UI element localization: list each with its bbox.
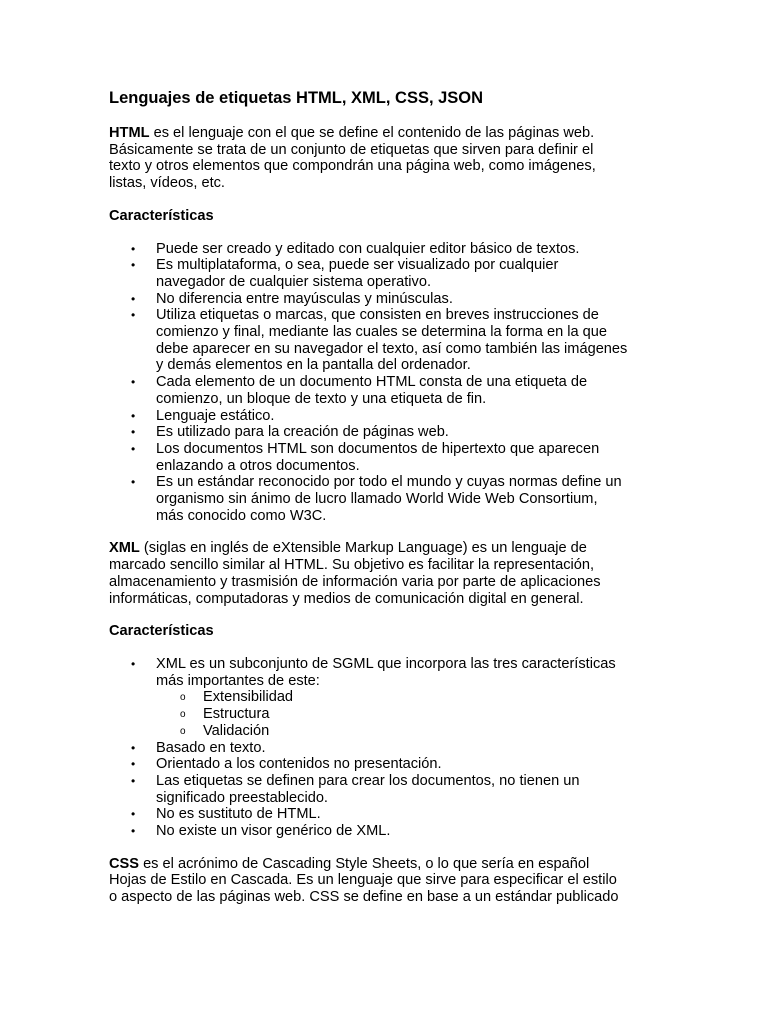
list-item-line: significado preestablecido. bbox=[156, 789, 328, 806]
list-item bbox=[109, 823, 669, 840]
xml-term: XML bbox=[109, 540, 140, 557]
list-item-line: Es un estándar reconocido por todo el mundo y cuyas normas define un bbox=[156, 474, 622, 491]
bullet-icon: • bbox=[131, 408, 136, 423]
list-item bbox=[109, 257, 669, 290]
sub-list-item-label: Extensibilidad bbox=[203, 689, 294, 706]
css-section bbox=[109, 856, 669, 906]
bullet-icon: • bbox=[131, 441, 136, 456]
html-section bbox=[109, 125, 669, 524]
list-item-line: Basado en texto. bbox=[156, 739, 266, 756]
list-item-line: más conocido como W3C. bbox=[156, 507, 327, 524]
bullet-icon: • bbox=[131, 757, 136, 772]
html-intro-line: es el lenguaje con el que se define el contenido de las páginas web. bbox=[149, 125, 595, 141]
list-item-line: comienzo, un bloque de texto y una etiqueta de fin. bbox=[156, 390, 487, 407]
sub-list-item bbox=[156, 723, 669, 740]
xml-characteristics-heading: Características bbox=[109, 623, 214, 640]
sub-bullet-icon: o bbox=[180, 692, 186, 704]
list-item-line: Lenguaje estático. bbox=[156, 407, 275, 424]
html-characteristics-list bbox=[109, 241, 669, 525]
list-item-line: No diferencia entre mayúsculas y minúsculas. bbox=[156, 290, 453, 307]
list-item-line: Las etiquetas se definen para crear los documentos, no tienen un bbox=[156, 772, 580, 789]
sub-list-item bbox=[156, 689, 669, 706]
html-intro-line: listas, vídeos, etc. bbox=[109, 175, 225, 192]
bullet-icon: • bbox=[131, 475, 136, 490]
css-intro-line: Hojas de Estilo en Cascada. Es un lenguaje que sirve para especificar el estilo bbox=[109, 872, 617, 889]
list-item-line: organismo sin ánimo de lucro llamado World Wide Web Consortium, bbox=[156, 491, 598, 508]
list-item-line: navegador de cualquier sistema operativo. bbox=[156, 273, 432, 290]
sub-bullet-icon: o bbox=[180, 725, 186, 737]
list-item-line: Los documentos HTML son documentos de hipertexto que aparecen bbox=[156, 440, 600, 457]
xml-intro-line: (siglas en inglés de eXtensible Markup Language) es un lenguaje de bbox=[139, 540, 587, 557]
html-intro-line: texto y otros elementos que compondrán una página web, como imágenes, bbox=[109, 158, 596, 175]
list-item-line: Es multiplataforma, o sea, puede ser visualizado por cualquier bbox=[156, 257, 559, 274]
list-item-line: comienzo y final, mediante las cuales se determina la forma en la que bbox=[156, 324, 608, 341]
xml-intro-line: almacenamiento y trasmisión de información varia por parte de aplicaciones bbox=[109, 573, 601, 590]
list-item bbox=[109, 424, 669, 441]
list-item bbox=[109, 474, 669, 524]
sub-list-item-label: Validación bbox=[203, 722, 270, 739]
bullet-icon: • bbox=[131, 824, 136, 839]
list-item bbox=[109, 374, 669, 407]
list-item bbox=[109, 241, 669, 258]
list-item-line: enlazando a otros documentos. bbox=[156, 457, 360, 474]
list-item-line: Cada elemento de un documento HTML consta de una etiqueta de bbox=[156, 374, 588, 391]
html-intro bbox=[109, 125, 669, 192]
xml-intro-line: marcado sencillo similar al HTML. Su objetivo es facilitar la representación, bbox=[109, 557, 595, 574]
list-item bbox=[109, 740, 669, 757]
sub-list-item bbox=[156, 706, 669, 723]
list-item bbox=[109, 656, 669, 740]
bullet-icon: • bbox=[131, 291, 136, 306]
list-item bbox=[109, 307, 669, 374]
bullet-icon: • bbox=[131, 740, 136, 755]
list-item-line: No existe un visor genérico de XML. bbox=[156, 823, 391, 840]
bullet-icon: • bbox=[131, 773, 136, 788]
xml-intro-line: informáticas, computadoras y medios de comunicación digital en general. bbox=[109, 590, 584, 607]
list-item-line: y demás elementos en la pantalla del ordenador. bbox=[156, 357, 471, 374]
xml-section bbox=[109, 540, 669, 839]
css-intro-line: o aspecto de las páginas web. CSS se define en base a un estándar publicado bbox=[109, 889, 619, 906]
sub-list-item-label: Estructura bbox=[203, 706, 270, 723]
bullet-icon: • bbox=[131, 241, 136, 256]
list-item bbox=[109, 291, 669, 308]
list-item bbox=[109, 441, 669, 474]
list-item-line: Es utilizado para la creación de páginas web. bbox=[156, 424, 449, 441]
document-title: Lenguajes de etiquetas HTML, XML, CSS, JSON bbox=[109, 89, 484, 107]
bullet-icon: • bbox=[131, 807, 136, 822]
list-item bbox=[109, 756, 669, 773]
css-term: CSS bbox=[109, 855, 140, 872]
bullet-icon: • bbox=[131, 656, 136, 671]
xml-characteristics-list bbox=[109, 656, 669, 840]
bullet-icon: • bbox=[131, 375, 136, 390]
list-item-line: debe aparecer en su navegador el texto, así como también las imágenes bbox=[156, 340, 628, 357]
bullet-icon: • bbox=[131, 258, 136, 273]
list-item bbox=[109, 408, 669, 425]
bullet-icon: • bbox=[131, 308, 136, 323]
html-characteristics-heading: Características bbox=[109, 207, 214, 224]
list-item-line: más importantes de este: bbox=[156, 672, 320, 689]
document-content bbox=[109, 88, 669, 906]
list-item-line: Orientado a los contenidos no presentación. bbox=[156, 756, 442, 773]
css-intro-line: es el acrónimo de Cascading Style Sheets, o lo que sería en español bbox=[139, 855, 590, 872]
list-item-line: Utiliza etiquetas o marcas, que consisten en breves instrucciones de bbox=[156, 307, 599, 324]
html-intro-line: Básicamente se trata de un conjunto de etiquetas que sirven para definir el bbox=[109, 141, 594, 158]
list-item-line: Puede ser creado y editado con cualquier editor básico de textos. bbox=[156, 240, 580, 257]
list-item bbox=[109, 773, 669, 806]
list-item-line: No es sustituto de HTML. bbox=[156, 806, 321, 823]
xml-sub-list bbox=[156, 689, 669, 739]
sub-bullet-icon: o bbox=[180, 709, 186, 721]
list-item-line: XML es un subconjunto de SGML que incorpora las tres características bbox=[156, 655, 616, 672]
html-term: HTML bbox=[109, 125, 150, 141]
bullet-icon: • bbox=[131, 425, 136, 440]
list-item bbox=[109, 806, 669, 823]
xml-intro bbox=[109, 540, 669, 607]
css-intro bbox=[109, 856, 669, 906]
